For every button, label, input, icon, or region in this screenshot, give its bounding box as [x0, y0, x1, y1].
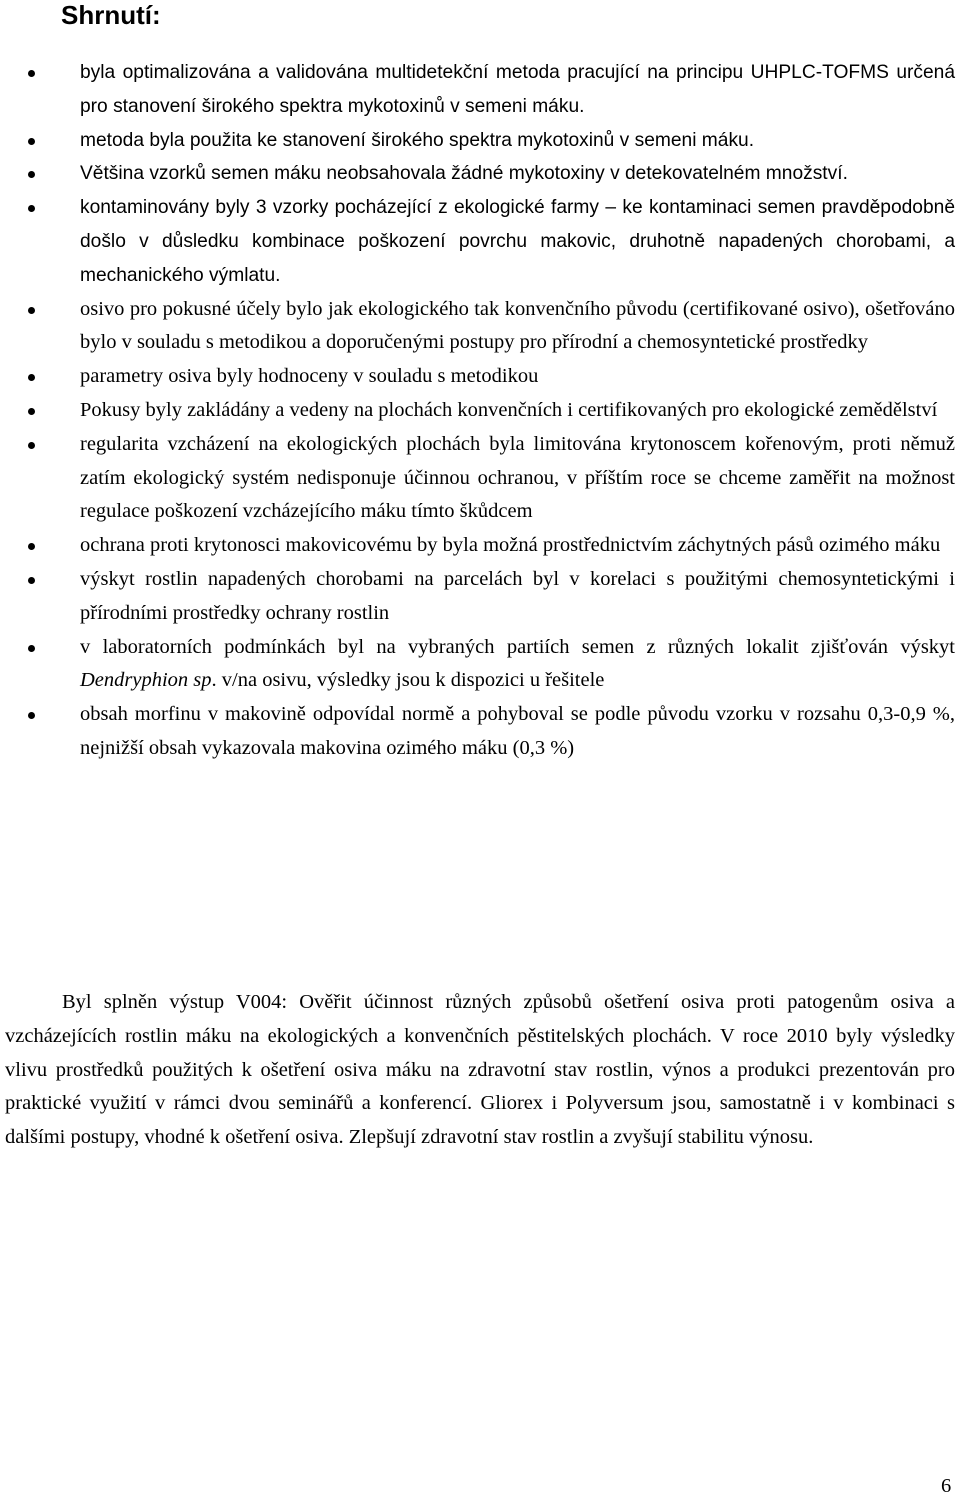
bullet-icon: [28, 712, 35, 719]
bullet-icon: [28, 442, 35, 449]
bullet-item: [80, 157, 955, 191]
bullet-item: [80, 293, 955, 361]
bullet-text-continued: . v/na osivu, výsledky jsou k dispozici u řešitele: [211, 669, 605, 692]
bullet-item: [80, 56, 955, 124]
bullet-text: metoda byla použita ke stanovení širokého spektra mykotoxinů v semeni máku.: [80, 129, 755, 151]
bullet-icon: [28, 307, 35, 314]
bullet-item: [80, 428, 955, 529]
bullet-text: parametry osiva byly hodnoceny v souladu s metodikou: [80, 365, 539, 388]
species-name: Dendryphion sp: [80, 669, 212, 692]
summary-paragraph: Byl splněn výstup V004: Ověřit účinnost různých způsobů ošetření osiva proti patogenům osiva a vzcházejících rostlin máku na ekologických a konvenčních pěstitelských plochách. V roce 2010 byly výsledky vlivu prostředků použitých k ošetření osiva máku na zdravotní stav rostlin, výnos a produkci prezentován pro praktické využití v rámci dvou seminářů a konferencí. Gliorex i Polyversum jsou, samostatně i v kombinaci s dalšími postupy, vhodné k ošetření osiva. Zlepšují zdravotní stav rostlin a zvyšují stabilitu výnosu.: [5, 991, 955, 1149]
bullet-item: [80, 698, 955, 766]
bullet-icon: [28, 408, 35, 415]
bullet-item: [80, 563, 955, 631]
bullet-text: Pokusy byly zakládány a vedeny na plochách konvenčních i certifikovaných pro ekologické zemědělství: [80, 398, 938, 421]
summary-bullet-list: [80, 56, 955, 766]
bullet-icon: [28, 543, 35, 550]
bullet-icon: [28, 577, 35, 584]
bullet-text: Většina vzorků semen máku neobsahovala žádné mykotoxiny v detekovatelném množství.: [80, 163, 848, 185]
bullet-item: [80, 360, 955, 394]
bullet-icon: [28, 171, 35, 178]
bullet-item: [80, 631, 955, 699]
bullet-icon: [28, 645, 35, 652]
bullet-icon: [28, 374, 35, 381]
bullet-text: byla optimalizována a validována multidetekční metoda pracující na principu UHPLC-TOFMS určená pro stanovení širokého spektra mykotoxinů v semeni máku.: [80, 62, 955, 117]
bullet-icon: [28, 138, 35, 145]
bullet-text: kontaminovány byly 3 vzorky pocházející z ekologické farmy – ke kontaminaci semen pravděpodobně došlo v důsledku kombinace poškození povrchu makovic, druhotně napadených chorobami, a mechanického výmlatu.: [80, 197, 955, 286]
bullet-icon: [28, 70, 35, 77]
bullet-icon: [28, 205, 35, 212]
bullet-item: [80, 394, 955, 428]
bullet-item: [80, 529, 955, 563]
bullet-text: ochrana proti krytonosci makovicovému by byla možná prostřednictvím záchytných pásů ozimého máku: [80, 534, 941, 557]
section-heading: Shrnutí:: [61, 0, 161, 30]
bullet-item: [80, 191, 955, 292]
bullet-text: obsah morfinu v makovině odpovídal normě a pohyboval se podle původu vzorku v rozsahu 0,3-0,9 %, nejnižší obsah vykazovala makovina ozimého máku (0,3 %): [80, 703, 955, 759]
bullet-item: [80, 124, 955, 158]
page-number: 6: [941, 1475, 952, 1497]
bullet-text: regularita vzcházení na ekologických plochách byla limitována krytonoscem kořenovým, proti němuž zatím ekologický systém nedisponuje účinnou ochranou, v příštím roce se chceme zaměřit na možnost regulace poškození vzcházejícího máku tímto škůdcem: [80, 432, 955, 523]
bullet-text: v laboratorních podmínkách byl na vybraných partiích semen z různých lokalit zjišťován výskyt: [80, 635, 955, 658]
bullet-text: osivo pro pokusné účely bylo jak ekologického tak konvenčního původu (certifikované osivo), ošetřováno bylo v souladu s metodikou a doporučenými postupy pro přírodní a chemosyntetické prostředky: [80, 297, 955, 354]
bullet-text: výskyt rostlin napadených chorobami na parcelách byl v korelaci s použitými chemosyntetickými i přírodními prostředky ochrany rostlin: [80, 567, 955, 624]
